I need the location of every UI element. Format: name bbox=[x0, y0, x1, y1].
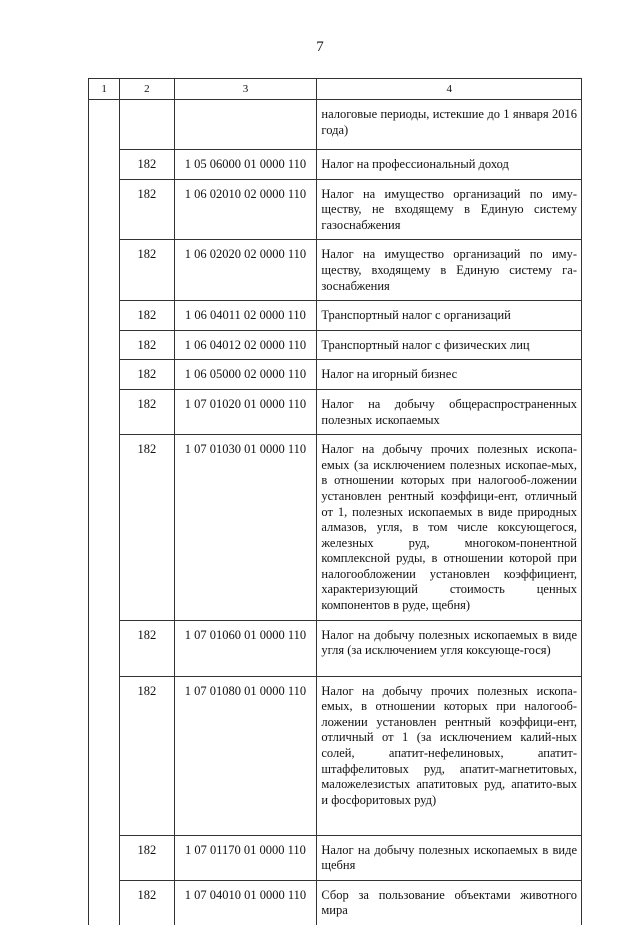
description-cell: Сбор за пользование объектами животного мира bbox=[317, 880, 582, 925]
budget-code-cell: 1 07 01080 01 0000 110 bbox=[174, 676, 317, 835]
admin-code-cell: 182 bbox=[120, 676, 174, 835]
admin-code-cell: 182 bbox=[120, 240, 174, 301]
column-header-2: 2 bbox=[120, 79, 174, 100]
admin-code-cell: 182 bbox=[120, 435, 174, 621]
budget-code-cell: 1 06 04011 02 0000 110 bbox=[174, 301, 317, 331]
column-header-3: 3 bbox=[174, 79, 317, 100]
table-row bbox=[89, 240, 582, 301]
admin-code-cell: 182 bbox=[120, 179, 174, 240]
empty-column-1-cell bbox=[89, 100, 120, 925]
table-row bbox=[89, 360, 582, 390]
description-cell: Налог на добычу общераспространенных полезных ископаемых bbox=[317, 389, 582, 434]
table-row bbox=[89, 389, 582, 434]
admin-code-cell: 182 bbox=[120, 150, 174, 180]
budget-code-cell: 1 07 01170 01 0000 110 bbox=[174, 835, 317, 880]
description-cell: Транспортный налог с физических лиц bbox=[317, 330, 582, 360]
revenue-codes-table bbox=[88, 78, 582, 925]
table-row bbox=[89, 835, 582, 880]
budget-code-cell bbox=[174, 100, 317, 150]
admin-code-cell: 182 bbox=[120, 301, 174, 331]
column-header-4: 4 bbox=[317, 79, 582, 100]
table-row bbox=[89, 330, 582, 360]
budget-code-cell: 1 06 02020 02 0000 110 bbox=[174, 240, 317, 301]
admin-code-cell bbox=[120, 100, 174, 150]
description-cell: Налог на добычу полезных ископаемых в виде щебня bbox=[317, 835, 582, 880]
table-row bbox=[89, 880, 582, 925]
table-row bbox=[89, 179, 582, 240]
description-cell: Налог на имущество организаций по иму-ществу, входящему в Единую систему га-зоснабжения bbox=[317, 240, 582, 301]
budget-code-cell: 1 06 05000 02 0000 110 bbox=[174, 360, 317, 390]
description-cell: Транспортный налог с организаций bbox=[317, 301, 582, 331]
budget-code-cell: 1 07 01030 01 0000 110 bbox=[174, 435, 317, 621]
budget-code-cell: 1 06 02010 02 0000 110 bbox=[174, 179, 317, 240]
description-cell: Налог на профессиональный доход bbox=[317, 150, 582, 180]
admin-code-cell: 182 bbox=[120, 389, 174, 434]
table-row bbox=[89, 435, 582, 621]
budget-code-cell: 1 07 04010 01 0000 110 bbox=[174, 880, 317, 925]
budget-code-cell: 1 07 01060 01 0000 110 bbox=[174, 620, 317, 676]
description-cell: Налог на добычу прочих полезных ископа-емых (за исключением полезных ископае-мых, в отношении которых при налогооб-ложении установлен рентный коэффици-ент, отличный от 1, полезных ископаемых в виде природных алмазов, угля, в том числе коксующегося, железных руд, многоком-понентной комплексной руды, в отношении которой при налогообложении установлен коэффициент, характеризующий стоимость ценных компонентов в руде, щебня) bbox=[317, 435, 582, 621]
description-cell: Налог на игорный бизнес bbox=[317, 360, 582, 390]
admin-code-cell: 182 bbox=[120, 620, 174, 676]
budget-code-cell: 1 05 06000 01 0000 110 bbox=[174, 150, 317, 180]
admin-code-cell: 182 bbox=[120, 880, 174, 925]
description-cell: налоговые периоды, истекшие до 1 января 2016 года) bbox=[317, 100, 582, 150]
description-cell: Налог на добычу прочих полезных ископа-емых, в отношении которых при налогооб-ложении установлен рентный коэффици-ент, отличный от 1 (за исключением калий-ных солей, апатит-нефелиновых, апатит-штаффелитовых руд, апатит-магнетитовых, маложелезистых апатитовых руд, апатито-вых и фосфоритовых руд) bbox=[317, 676, 582, 835]
column-header-1: 1 bbox=[89, 79, 120, 100]
admin-code-cell: 182 bbox=[120, 330, 174, 360]
description-cell: Налог на добычу полезных ископаемых в виде угля (за исключением угля коксующе-гося) bbox=[317, 620, 582, 676]
page-number: 7 bbox=[0, 38, 640, 56]
table-row bbox=[89, 301, 582, 331]
table-header-row bbox=[89, 79, 582, 100]
table-row bbox=[89, 100, 582, 150]
table-row bbox=[89, 620, 582, 676]
table-row bbox=[89, 676, 582, 835]
description-cell: Налог на имущество организаций по иму-ществу, не входящему в Единую систему газоснабжения bbox=[317, 179, 582, 240]
budget-code-cell: 1 07 01020 01 0000 110 bbox=[174, 389, 317, 434]
admin-code-cell: 182 bbox=[120, 360, 174, 390]
admin-code-cell: 182 bbox=[120, 835, 174, 880]
budget-code-cell: 1 06 04012 02 0000 110 bbox=[174, 330, 317, 360]
table-row bbox=[89, 150, 582, 180]
